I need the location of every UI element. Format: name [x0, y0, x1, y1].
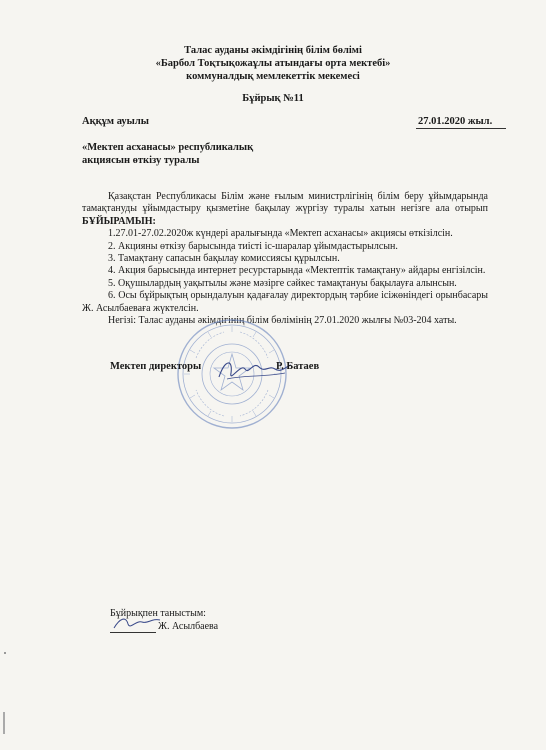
- scan-artifact: [4, 652, 6, 654]
- director-name: Р. Батаев: [276, 361, 320, 372]
- order-item: 4. Акция барысында интернет ресурстарында «Мектептік тамақтану» айдары енгізілсін.: [108, 265, 486, 277]
- basis-paragraph: Негізі: Талас ауданы әкімдігінің білім бөлімінің 27.01.2020 жылғы №03-204 хаты.: [108, 315, 457, 327]
- order-title: Бұйрық №11: [242, 93, 304, 104]
- order-item: 2. Акцияны өткізу барысында тиісті іс-шаралар ұйымдастырылсын.: [108, 240, 398, 252]
- acknowledgement-line: [110, 621, 218, 633]
- order-date: 27.01.2020 жыл.: [418, 116, 493, 127]
- place-name: Аққұм ауылы: [82, 116, 149, 127]
- director-position: Мектеп директоры: [110, 361, 202, 372]
- intro-text: Қазақстан Республикасы Білім және ғылым министрлігінің білім беру ұйымдарында тамақтануды ұйымдастыру қызметіне бақылау жүргізу туралы хатын негізге ала отырып: [82, 191, 488, 215]
- order-item: 6. Осы бұйрықтың орындалуын қадағалау директордың тәрбие ісіжөніндегі орынбасары Ж. Асылбаеваға жүктелсін.: [82, 290, 488, 314]
- acknowledgement-block: [110, 608, 218, 633]
- acknowledgement-name: Ж. Асылбаева: [158, 621, 219, 632]
- order-keyword: БҰЙЫРАМЫН:: [82, 215, 156, 227]
- header-line-2: «Барбол Тоқтықожаұлы атындағы орта мектебі»: [155, 58, 391, 69]
- scan-artifact: [3, 712, 5, 734]
- intro-paragraph: [82, 191, 488, 228]
- order-body: [82, 191, 488, 327]
- header-line-3: коммуналдық мемлекеттік мекемесі: [186, 71, 360, 82]
- subject-line-1: «Мектеп асханасы» республикалық: [82, 142, 254, 153]
- acknowledgement-label: Бұйрықпен таныстым:: [110, 608, 206, 619]
- order-item: 5. Оқушылардың уақытылы және мәзірге сәйкес тамақтануы бақылауға алынсын.: [108, 277, 457, 289]
- signature-underline: [110, 632, 156, 633]
- order-item: 3. Тамақтану сапасын бақылау комиссиясы құрылсын.: [108, 253, 340, 265]
- order-subject: [82, 141, 253, 167]
- subject-line-2: акциясын өткізу туралы: [82, 155, 200, 166]
- header-line-1: Талас ауданы әкімдігінің білім бөлімі: [184, 45, 362, 56]
- order-item: 1.27.01-27.02.2020ж күндері аралығында «Мектеп асханасы» акциясы өткізілсін.: [108, 228, 453, 240]
- document-header: [0, 44, 546, 83]
- date-underline: [416, 128, 506, 129]
